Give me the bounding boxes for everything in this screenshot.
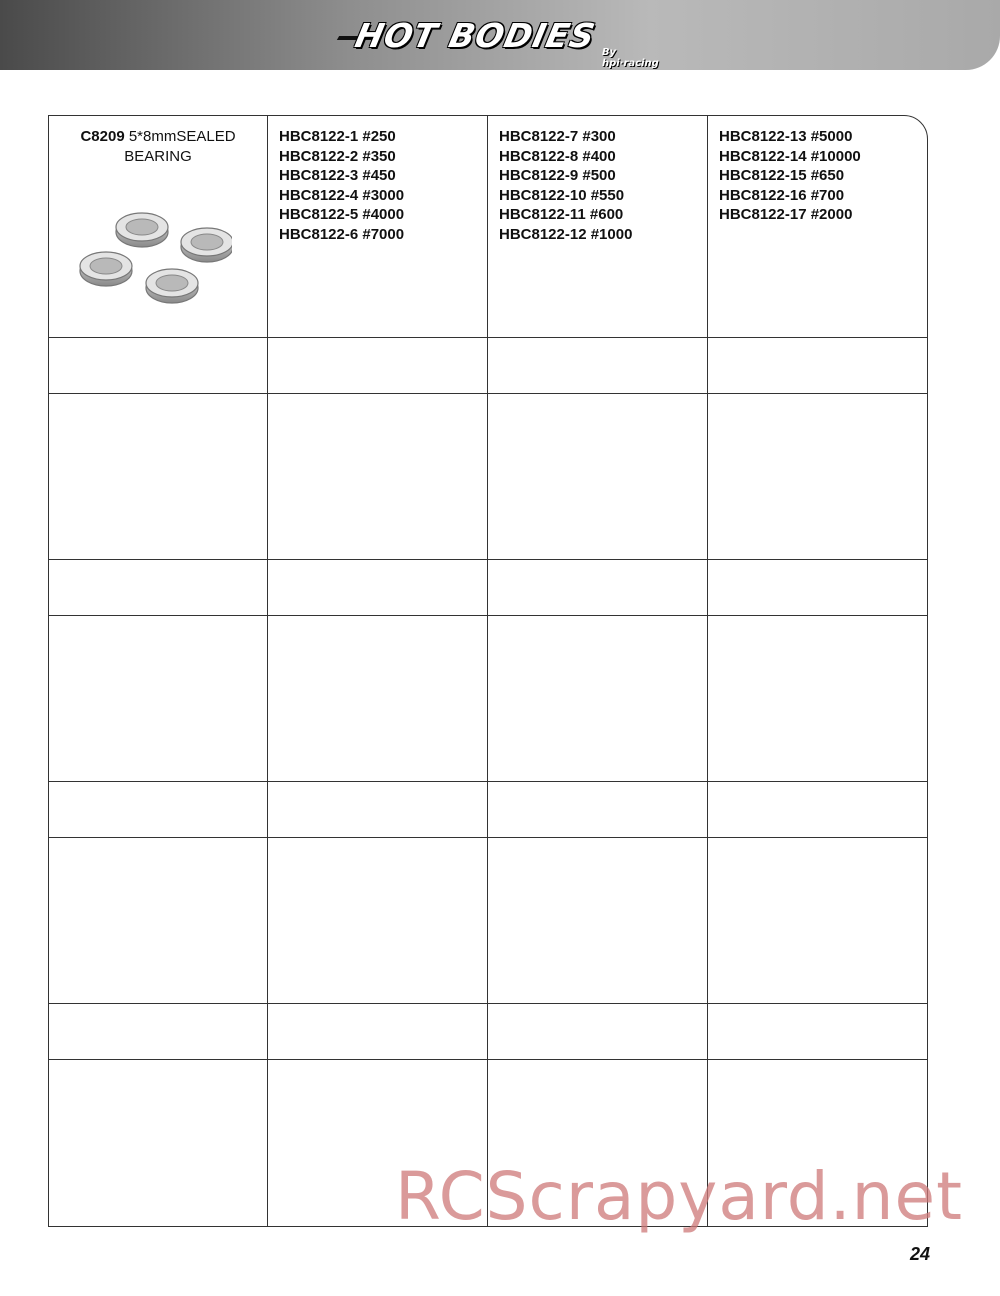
spring-code: HBC8122-10 #550 — [499, 186, 625, 204]
spring-code: HBC8122-16 #700 — [719, 186, 845, 204]
row-divider — [48, 1059, 928, 1060]
part-code: C8209 — [80, 128, 125, 145]
page-number: 24 — [909, 1244, 930, 1264]
spring-code: HBC8122-11 #600 — [499, 206, 624, 224]
spring-code: HBC8122-6 #7000 — [279, 225, 405, 243]
bearing-left — [80, 252, 132, 286]
watermark: RCScrapyard.net — [395, 1158, 963, 1235]
column-divider — [267, 115, 268, 1227]
row-divider — [48, 1003, 928, 1004]
spring-code: HBC8122-4 #3000 — [279, 186, 405, 204]
spring-code: HBC8122-17 #2000 — [719, 206, 853, 224]
hot-bodies-logo — [338, 14, 668, 69]
logo-main-text: HOT BODIES — [351, 16, 600, 55]
spring-code: HBC8122-8 #400 — [499, 147, 616, 165]
part-name-line2: BEARING — [124, 147, 192, 165]
spring-code: HBC8122-15 #650 — [719, 167, 845, 185]
column-divider — [487, 115, 488, 1227]
spring-code: HBC8122-13 #5000 — [719, 128, 853, 145]
spring-column-1 — [279, 127, 404, 245]
spring-code: HBC8122-14 #10000 — [719, 147, 861, 165]
row-divider — [48, 615, 928, 616]
bearing-right — [181, 228, 232, 262]
spring-code: HBC8122-2 #350 — [279, 147, 396, 165]
row-divider — [48, 393, 928, 394]
row-divider — [48, 337, 928, 338]
spring-code: HBC8122-3 #450 — [279, 167, 396, 185]
row-divider — [48, 559, 928, 560]
row-divider — [48, 837, 928, 838]
part-name-line1: 5*8mmSEALED — [128, 128, 236, 145]
spring-code: HBC8122-9 #500 — [499, 167, 616, 185]
spring-code: HBC8122-5 #4000 — [279, 206, 405, 224]
spring-column-2 — [499, 127, 632, 245]
spring-column-3 — [719, 127, 861, 225]
row-divider — [48, 781, 928, 782]
spring-code: HBC8122-12 #1000 — [499, 225, 633, 243]
bearing-image — [72, 200, 232, 310]
logo-sub-text: By hpi·racing — [602, 47, 659, 69]
spring-code: HBC8122-1 #250 — [279, 128, 396, 145]
column-divider — [707, 115, 708, 1227]
bearing-bottom — [146, 269, 198, 303]
spring-code: HBC8122-7 #300 — [499, 128, 616, 145]
part-title — [48, 127, 268, 166]
bearing-top — [116, 213, 168, 247]
